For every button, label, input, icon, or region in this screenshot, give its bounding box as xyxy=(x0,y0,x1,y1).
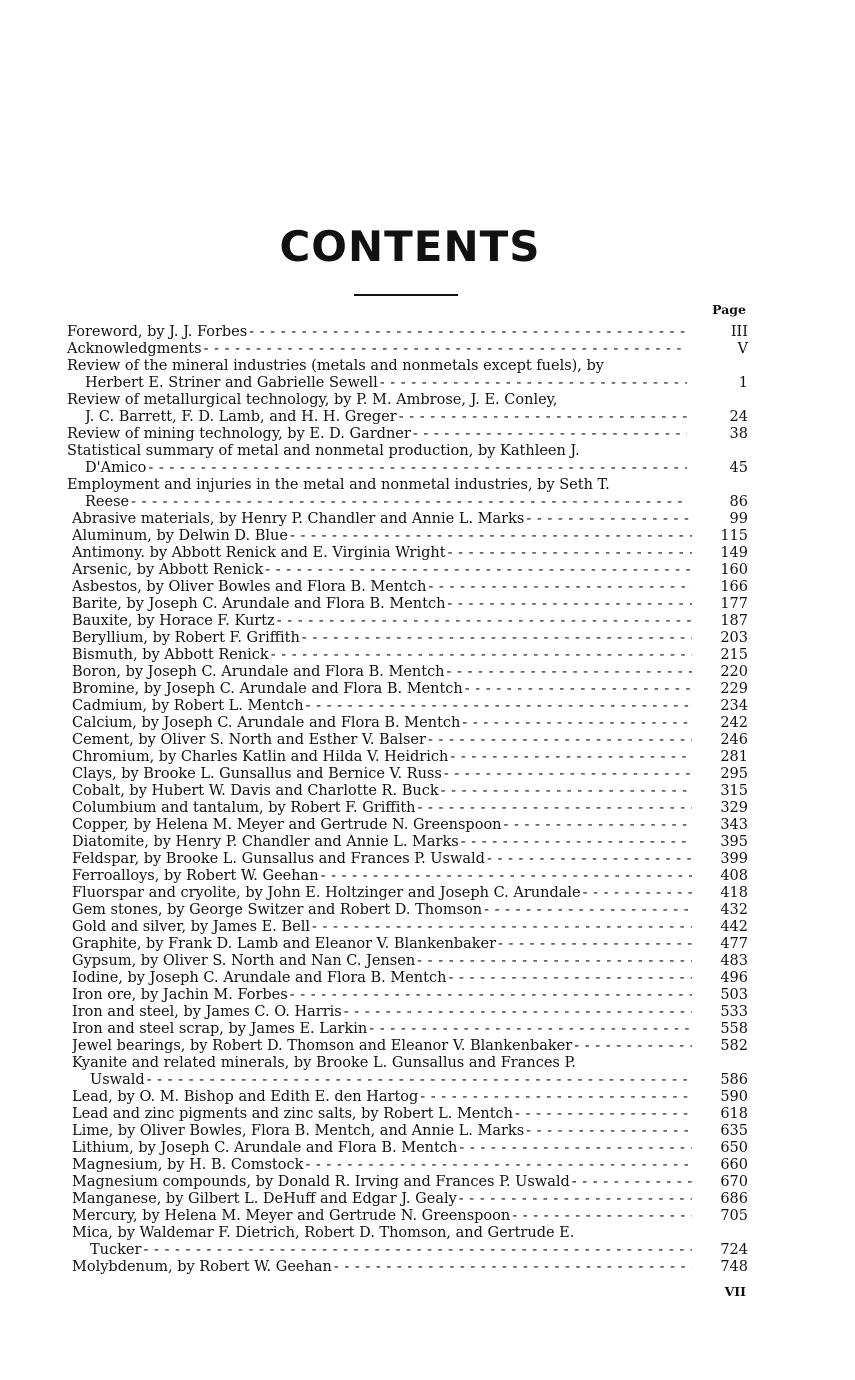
dot-leader xyxy=(418,800,692,817)
toc-entry xyxy=(0,953,855,970)
toc-page-number: 582 xyxy=(720,1038,748,1054)
toc-entry xyxy=(0,715,855,732)
toc-entry xyxy=(0,1089,855,1106)
toc-entry xyxy=(0,1106,855,1123)
toc-entry-title: Chromium, by Charles Katlin and Hilda V. Heidrich xyxy=(72,749,449,765)
toc-entry-title: Columbium and tantalum, by Robert F. Griffith xyxy=(72,800,416,816)
dot-leader xyxy=(512,1208,692,1225)
toc-entry xyxy=(0,1225,855,1259)
toc-entry xyxy=(0,902,855,919)
toc-page-number: 686 xyxy=(720,1191,748,1207)
toc-entry-title: Review of mining technology, by E. D. Gardner xyxy=(67,426,411,442)
toc-entry xyxy=(0,987,855,1004)
toc-entry-title: Cadmium, by Robert L. Mentch xyxy=(72,698,304,714)
title-rule xyxy=(354,294,458,296)
toc-page-number: 432 xyxy=(720,902,748,918)
toc-entry-title: Clays, by Brooke L. Gunsallus and Bernice V. Russ xyxy=(72,766,442,782)
toc-entry xyxy=(0,851,855,868)
toc-page-number: 234 xyxy=(720,698,748,714)
toc-page-number: 86 xyxy=(729,494,748,510)
toc-entry-title: Foreword, by J. J. Forbes xyxy=(67,324,248,340)
dot-leader xyxy=(290,987,692,1004)
toc-entry xyxy=(0,596,855,613)
toc-entry-title: Graphite, by Frank D. Lamb and Eleanor V. Blankenbaker xyxy=(72,936,497,952)
toc-entry-title: Abrasive materials, by Henry P. Chandler and Annie L. Marks xyxy=(72,511,525,527)
dot-leader xyxy=(583,885,692,902)
toc-entry xyxy=(0,783,855,800)
toc-entry-title: Aluminum, by Delwin D. Blue xyxy=(72,528,288,544)
toc-page-number: 242 xyxy=(720,715,748,731)
dot-leader xyxy=(447,664,692,681)
dot-leader xyxy=(526,1123,692,1140)
toc-page-number: 533 xyxy=(720,1004,748,1020)
toc-entry-title: Asbestos, by Oliver Bowles and Flora B. Mentch xyxy=(72,579,427,595)
page-folio: VII xyxy=(724,1284,746,1299)
toc-page-number: 705 xyxy=(720,1208,748,1224)
toc-page-number: 160 xyxy=(720,562,748,578)
dot-leader xyxy=(334,1259,692,1276)
dot-leader xyxy=(265,562,692,579)
dot-leader xyxy=(131,494,687,511)
toc-page-number: 343 xyxy=(720,817,748,833)
dot-leader xyxy=(290,528,692,545)
toc-entry-title: Iron ore, by Jachin M. Forbes xyxy=(72,987,288,1003)
toc-entry-title: Kyanite and related minerals, by Brooke L. Gunsallus and Frances P. xyxy=(72,1055,576,1071)
toc-entry xyxy=(0,936,855,953)
toc-entry-title: Beryllium, by Robert F. Griffith xyxy=(72,630,300,646)
toc-entry-title: Lead and zinc pigments and zinc salts, by Robert L. Mentch xyxy=(72,1106,514,1122)
dot-leader xyxy=(441,783,692,800)
toc-page-number: 670 xyxy=(720,1174,748,1190)
toc-entry-title: Arsenic, by Abbott Renick xyxy=(72,562,264,578)
dot-leader xyxy=(448,545,692,562)
dot-leader xyxy=(147,1072,692,1089)
toc-page-number: 187 xyxy=(720,613,748,629)
toc-entry-title: Feldspar, by Brooke L. Gunsallus and Frances P. Uswald xyxy=(72,851,485,867)
toc-entry-title-continued: D'Amico xyxy=(85,460,147,476)
toc-entry-title: Statistical summary of metal and nonmetal production, by Kathleen J. xyxy=(67,443,580,459)
toc-entry xyxy=(0,1208,855,1225)
toc-entry-title: Gypsum, by Oliver S. North and Nan C. Jensen xyxy=(72,953,416,969)
dot-leader xyxy=(572,1174,692,1191)
toc-entry-title: Lithium, by Joseph C. Arundale and Flora B. Mentch xyxy=(72,1140,458,1156)
toc-entry xyxy=(0,545,855,562)
toc-page-number: 496 xyxy=(720,970,748,986)
toc-page-number: 635 xyxy=(720,1123,748,1139)
dot-leader xyxy=(462,715,692,732)
dot-leader xyxy=(465,681,692,698)
toc-entry xyxy=(0,647,855,664)
dot-leader xyxy=(399,409,687,426)
toc-entry xyxy=(0,630,855,647)
toc-page-number: 315 xyxy=(720,783,748,799)
toc-entry-title: Bismuth, by Abbott Renick xyxy=(72,647,269,663)
dot-leader xyxy=(380,375,687,392)
toc-entry xyxy=(0,1123,855,1140)
toc-page-number: 586 xyxy=(720,1072,748,1088)
dot-leader xyxy=(277,613,692,630)
dot-leader xyxy=(249,324,687,341)
toc-page-number: 1 xyxy=(738,375,748,391)
toc-entry xyxy=(0,868,855,885)
toc-entry xyxy=(0,1157,855,1174)
toc-entry xyxy=(0,919,855,936)
toc-page-number: 748 xyxy=(720,1259,748,1275)
toc-entry-title: Calcium, by Joseph C. Arundale and Flora B. Mentch xyxy=(72,715,461,731)
toc-entry xyxy=(0,511,855,528)
toc-page-number: 115 xyxy=(720,528,748,544)
toc-page-number: 281 xyxy=(720,749,748,765)
toc-entry-title: Fluorspar and cryolite, by John E. Holtzinger and Joseph C. Arundale xyxy=(72,885,581,901)
dot-leader xyxy=(487,851,692,868)
toc-entry xyxy=(0,698,855,715)
toc-entry xyxy=(0,358,855,392)
toc-entry-title: Barite, by Joseph C. Arundale and Flora B. Mentch xyxy=(72,596,446,612)
toc-page-number: 477 xyxy=(720,936,748,952)
toc-page-number: 483 xyxy=(720,953,748,969)
toc-entry xyxy=(0,664,855,681)
toc-page-number: 246 xyxy=(720,732,748,748)
toc-page-number: 618 xyxy=(720,1106,748,1122)
toc-page-number: 503 xyxy=(720,987,748,1003)
toc-page-number: 329 xyxy=(720,800,748,816)
toc-page-number: 399 xyxy=(720,851,748,867)
toc-entry-title: Copper, by Helena M. Meyer and Gertrude N. Greenspoon xyxy=(72,817,502,833)
toc-entry-title: Iron and steel scrap, by James E. Larkin xyxy=(72,1021,368,1037)
toc-entry-title: Acknowledgments xyxy=(67,341,202,357)
toc-entry-title-continued: J. C. Barrett, F. D. Lamb, and H. H. Greger xyxy=(85,409,397,425)
dot-leader xyxy=(312,919,692,936)
toc-entry xyxy=(0,732,855,749)
dot-leader xyxy=(321,868,692,885)
page-column-header: Page xyxy=(712,302,746,317)
toc-page-number: 38 xyxy=(729,426,748,442)
toc-entry-title: Employment and injuries in the metal and nonmetal industries, by Seth T. xyxy=(67,477,610,493)
toc-entry xyxy=(0,613,855,630)
dot-leader xyxy=(302,630,692,647)
dot-leader xyxy=(498,936,692,953)
dot-leader xyxy=(417,953,692,970)
dot-leader xyxy=(148,460,687,477)
dot-leader xyxy=(504,817,692,834)
toc-page-number: 45 xyxy=(729,460,748,476)
toc-page-number: 558 xyxy=(720,1021,748,1037)
toc-entry xyxy=(0,324,855,341)
toc-entry-title: Boron, by Joseph C. Arundale and Flora B. Mentch xyxy=(72,664,445,680)
dot-leader xyxy=(459,1191,692,1208)
toc-entry-title-continued: Herbert E. Striner and Gabrielle Sewell xyxy=(85,375,378,391)
toc-entry xyxy=(0,1004,855,1021)
toc-entry-title: Review of metallurgical technology, by P. M. Ambrose, J. E. Conley, xyxy=(67,392,558,408)
toc-page-number: 99 xyxy=(729,511,748,527)
toc-entry xyxy=(0,443,855,477)
toc-page-number: 650 xyxy=(720,1140,748,1156)
dot-leader xyxy=(526,511,692,528)
toc-page-number: III xyxy=(730,324,748,340)
toc-entry xyxy=(0,766,855,783)
toc-entry-title: Gold and silver, by James E. Bell xyxy=(72,919,310,935)
dot-leader xyxy=(444,766,692,783)
toc-entry-title: Antimony. by Abbott Renick and E. Virginia Wright xyxy=(72,545,446,561)
toc-entry-title: Magnesium, by H. B. Comstock xyxy=(72,1157,304,1173)
toc-page-number: 724 xyxy=(720,1242,748,1258)
toc-entry xyxy=(0,1191,855,1208)
toc-page-number: 229 xyxy=(720,681,748,697)
toc-entry xyxy=(0,426,855,443)
toc-entry-title: Manganese, by Gilbert L. DeHuff and Edgar J. Gealy xyxy=(72,1191,457,1207)
toc-entry-title: Mica, by Waldemar F. Dietrich, Robert D. Thomson, and Gertrude E. xyxy=(72,1225,575,1241)
toc-entry xyxy=(0,817,855,834)
toc-entry-title-continued: Uswald xyxy=(90,1072,145,1088)
toc-entry xyxy=(0,1055,855,1089)
dot-leader xyxy=(450,749,692,766)
dot-leader xyxy=(306,698,692,715)
toc-entry-title-continued: Reese xyxy=(85,494,130,510)
toc-entry xyxy=(0,800,855,817)
toc-page-number: 660 xyxy=(720,1157,748,1173)
dot-leader xyxy=(271,647,692,664)
toc-entry-title: Bauxite, by Horace F. Kurtz xyxy=(72,613,275,629)
dot-leader xyxy=(305,1157,692,1174)
dot-leader xyxy=(459,1140,692,1157)
toc-page-number: 295 xyxy=(720,766,748,782)
table-of-contents xyxy=(0,324,855,1276)
toc-entry-title: Iron and steel, by James C. O. Harris xyxy=(72,1004,342,1020)
toc-entry xyxy=(0,528,855,545)
toc-entry xyxy=(0,1259,855,1276)
toc-entry xyxy=(0,681,855,698)
toc-page-number: 166 xyxy=(720,579,748,595)
dot-leader xyxy=(204,341,687,358)
dot-leader xyxy=(447,596,692,613)
page-title: CONTENTS xyxy=(279,222,541,271)
toc-entry-title: Cement, by Oliver S. North and Esther V. Balser xyxy=(72,732,426,748)
toc-entry xyxy=(0,1021,855,1038)
toc-entry-title: Cobalt, by Hubert W. Davis and Charlotte R. Buck xyxy=(72,783,439,799)
toc-entry-title: Mercury, by Helena M. Meyer and Gertrude N. Greenspoon xyxy=(72,1208,511,1224)
dot-leader xyxy=(461,834,692,851)
toc-entry xyxy=(0,749,855,766)
dot-leader xyxy=(428,579,692,596)
toc-entry-title: Review of the mineral industries (metals and nonmetals except fuels), by xyxy=(67,358,604,374)
toc-entry xyxy=(0,834,855,851)
toc-page-number: 203 xyxy=(720,630,748,646)
dot-leader xyxy=(515,1106,692,1123)
toc-entry xyxy=(0,885,855,902)
toc-entry xyxy=(0,562,855,579)
dot-leader xyxy=(143,1242,692,1259)
toc-entry-title: Ferroalloys, by Robert W. Geehan xyxy=(72,868,319,884)
dot-leader xyxy=(484,902,692,919)
toc-page-number: 24 xyxy=(729,409,748,425)
toc-entry-title: Jewel bearings, by Robert D. Thomson and Eleanor V. Blankenbaker xyxy=(72,1038,573,1054)
toc-entry-title: Lime, by Oliver Bowles, Flora B. Mentch, and Annie L. Marks xyxy=(72,1123,525,1139)
toc-page-number: V xyxy=(737,341,748,357)
toc-page-number: 418 xyxy=(720,885,748,901)
toc-entry xyxy=(0,1174,855,1191)
toc-entry xyxy=(0,970,855,987)
dot-leader xyxy=(344,1004,692,1021)
toc-entry xyxy=(0,341,855,358)
toc-page-number: 149 xyxy=(720,545,748,561)
toc-entry-title: Magnesium compounds, by Donald R. Irving and Frances P. Uswald xyxy=(72,1174,570,1190)
toc-entry-title: Diatomite, by Henry P. Chandler and Annie L. Marks xyxy=(72,834,459,850)
toc-page-number: 220 xyxy=(720,664,748,680)
toc-page-number: 442 xyxy=(720,919,748,935)
toc-page-number: 408 xyxy=(720,868,748,884)
toc-entry-title-continued: Tucker xyxy=(90,1242,142,1258)
dot-leader xyxy=(420,1089,692,1106)
toc-page-number: 590 xyxy=(720,1089,748,1105)
toc-entry-title: Lead, by O. M. Bishop and Edith E. den Hartog xyxy=(72,1089,419,1105)
dot-leader xyxy=(428,732,692,749)
toc-entry xyxy=(0,579,855,596)
dot-leader xyxy=(413,426,687,443)
dot-leader xyxy=(369,1021,692,1038)
toc-page-number: 177 xyxy=(720,596,748,612)
toc-entry xyxy=(0,477,855,511)
dot-leader xyxy=(448,970,692,987)
toc-entry xyxy=(0,1038,855,1055)
toc-page-number: 395 xyxy=(720,834,748,850)
toc-page-number: 215 xyxy=(720,647,748,663)
toc-entry-title: Iodine, by Joseph C. Arundale and Flora B. Mentch xyxy=(72,970,447,986)
toc-entry xyxy=(0,1140,855,1157)
toc-entry-title: Bromine, by Joseph C. Arundale and Flora B. Mentch xyxy=(72,681,463,697)
dot-leader xyxy=(574,1038,692,1055)
toc-entry-title: Gem stones, by George Switzer and Robert D. Thomson xyxy=(72,902,483,918)
toc-entry xyxy=(0,392,855,426)
toc-entry-title: Molybdenum, by Robert W. Geehan xyxy=(72,1259,332,1275)
